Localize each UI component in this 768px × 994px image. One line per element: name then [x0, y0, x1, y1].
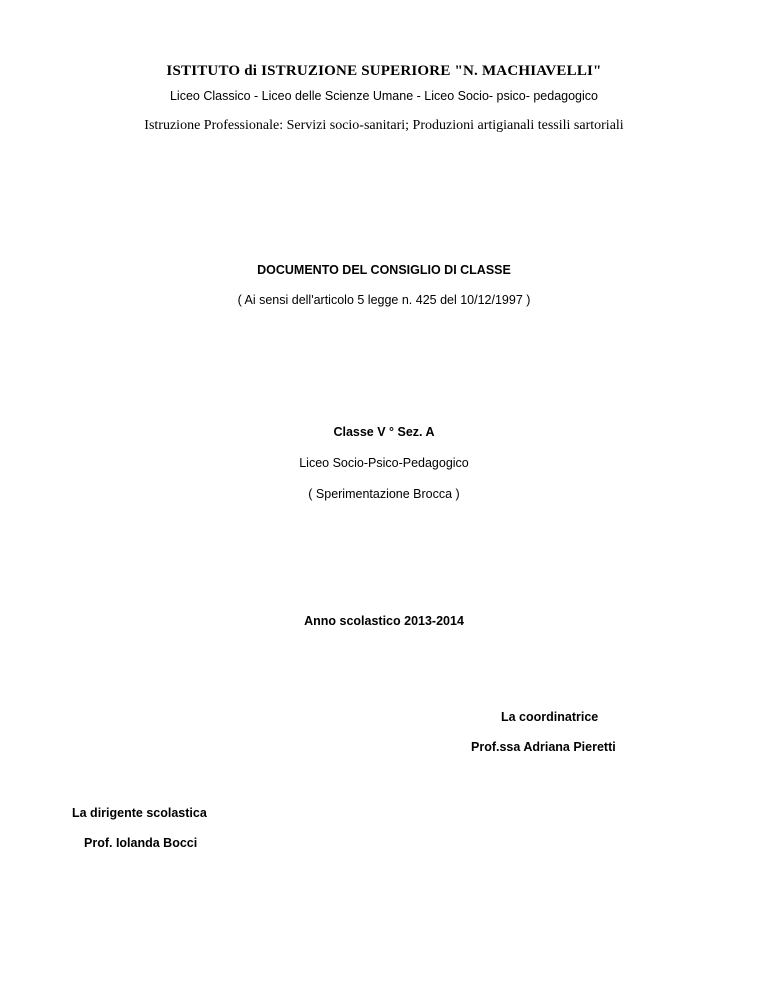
coordinator-role: La coordinatrice [501, 710, 599, 724]
school-year: Anno scolastico 2013-2014 [304, 614, 464, 628]
law-reference: ( Ai sensi dell'articolo 5 legge n. 425 del 10/12/1997 ) [237, 293, 531, 307]
director-name: Prof. Iolanda Bocci [84, 836, 198, 850]
director-role: La dirigente scolastica [72, 806, 207, 820]
school-tracks: Liceo Classico - Liceo delle Scienze Umane - Liceo Socio- psico- pedagogico [169, 89, 598, 103]
experimentation-note: ( Sperimentazione Brocca ) [308, 487, 460, 501]
class-section: Classe V ° Sez. A [333, 425, 435, 439]
coordinator-name: Prof.ssa Adriana Pieretti [471, 740, 616, 754]
document-title: DOCUMENTO DEL CONSIGLIO DI CLASSE [257, 263, 511, 277]
professional-tracks: Istruzione Professionale: Servizi socio-sanitari; Produzioni artigianali tessili sartoriali [144, 118, 624, 133]
liceo-name: Liceo Socio-Psico-Pedagogico [299, 456, 469, 470]
institute-name: ISTITUTO di ISTRUZIONE SUPERIORE "N. MACHIAVELLI" [166, 63, 602, 79]
